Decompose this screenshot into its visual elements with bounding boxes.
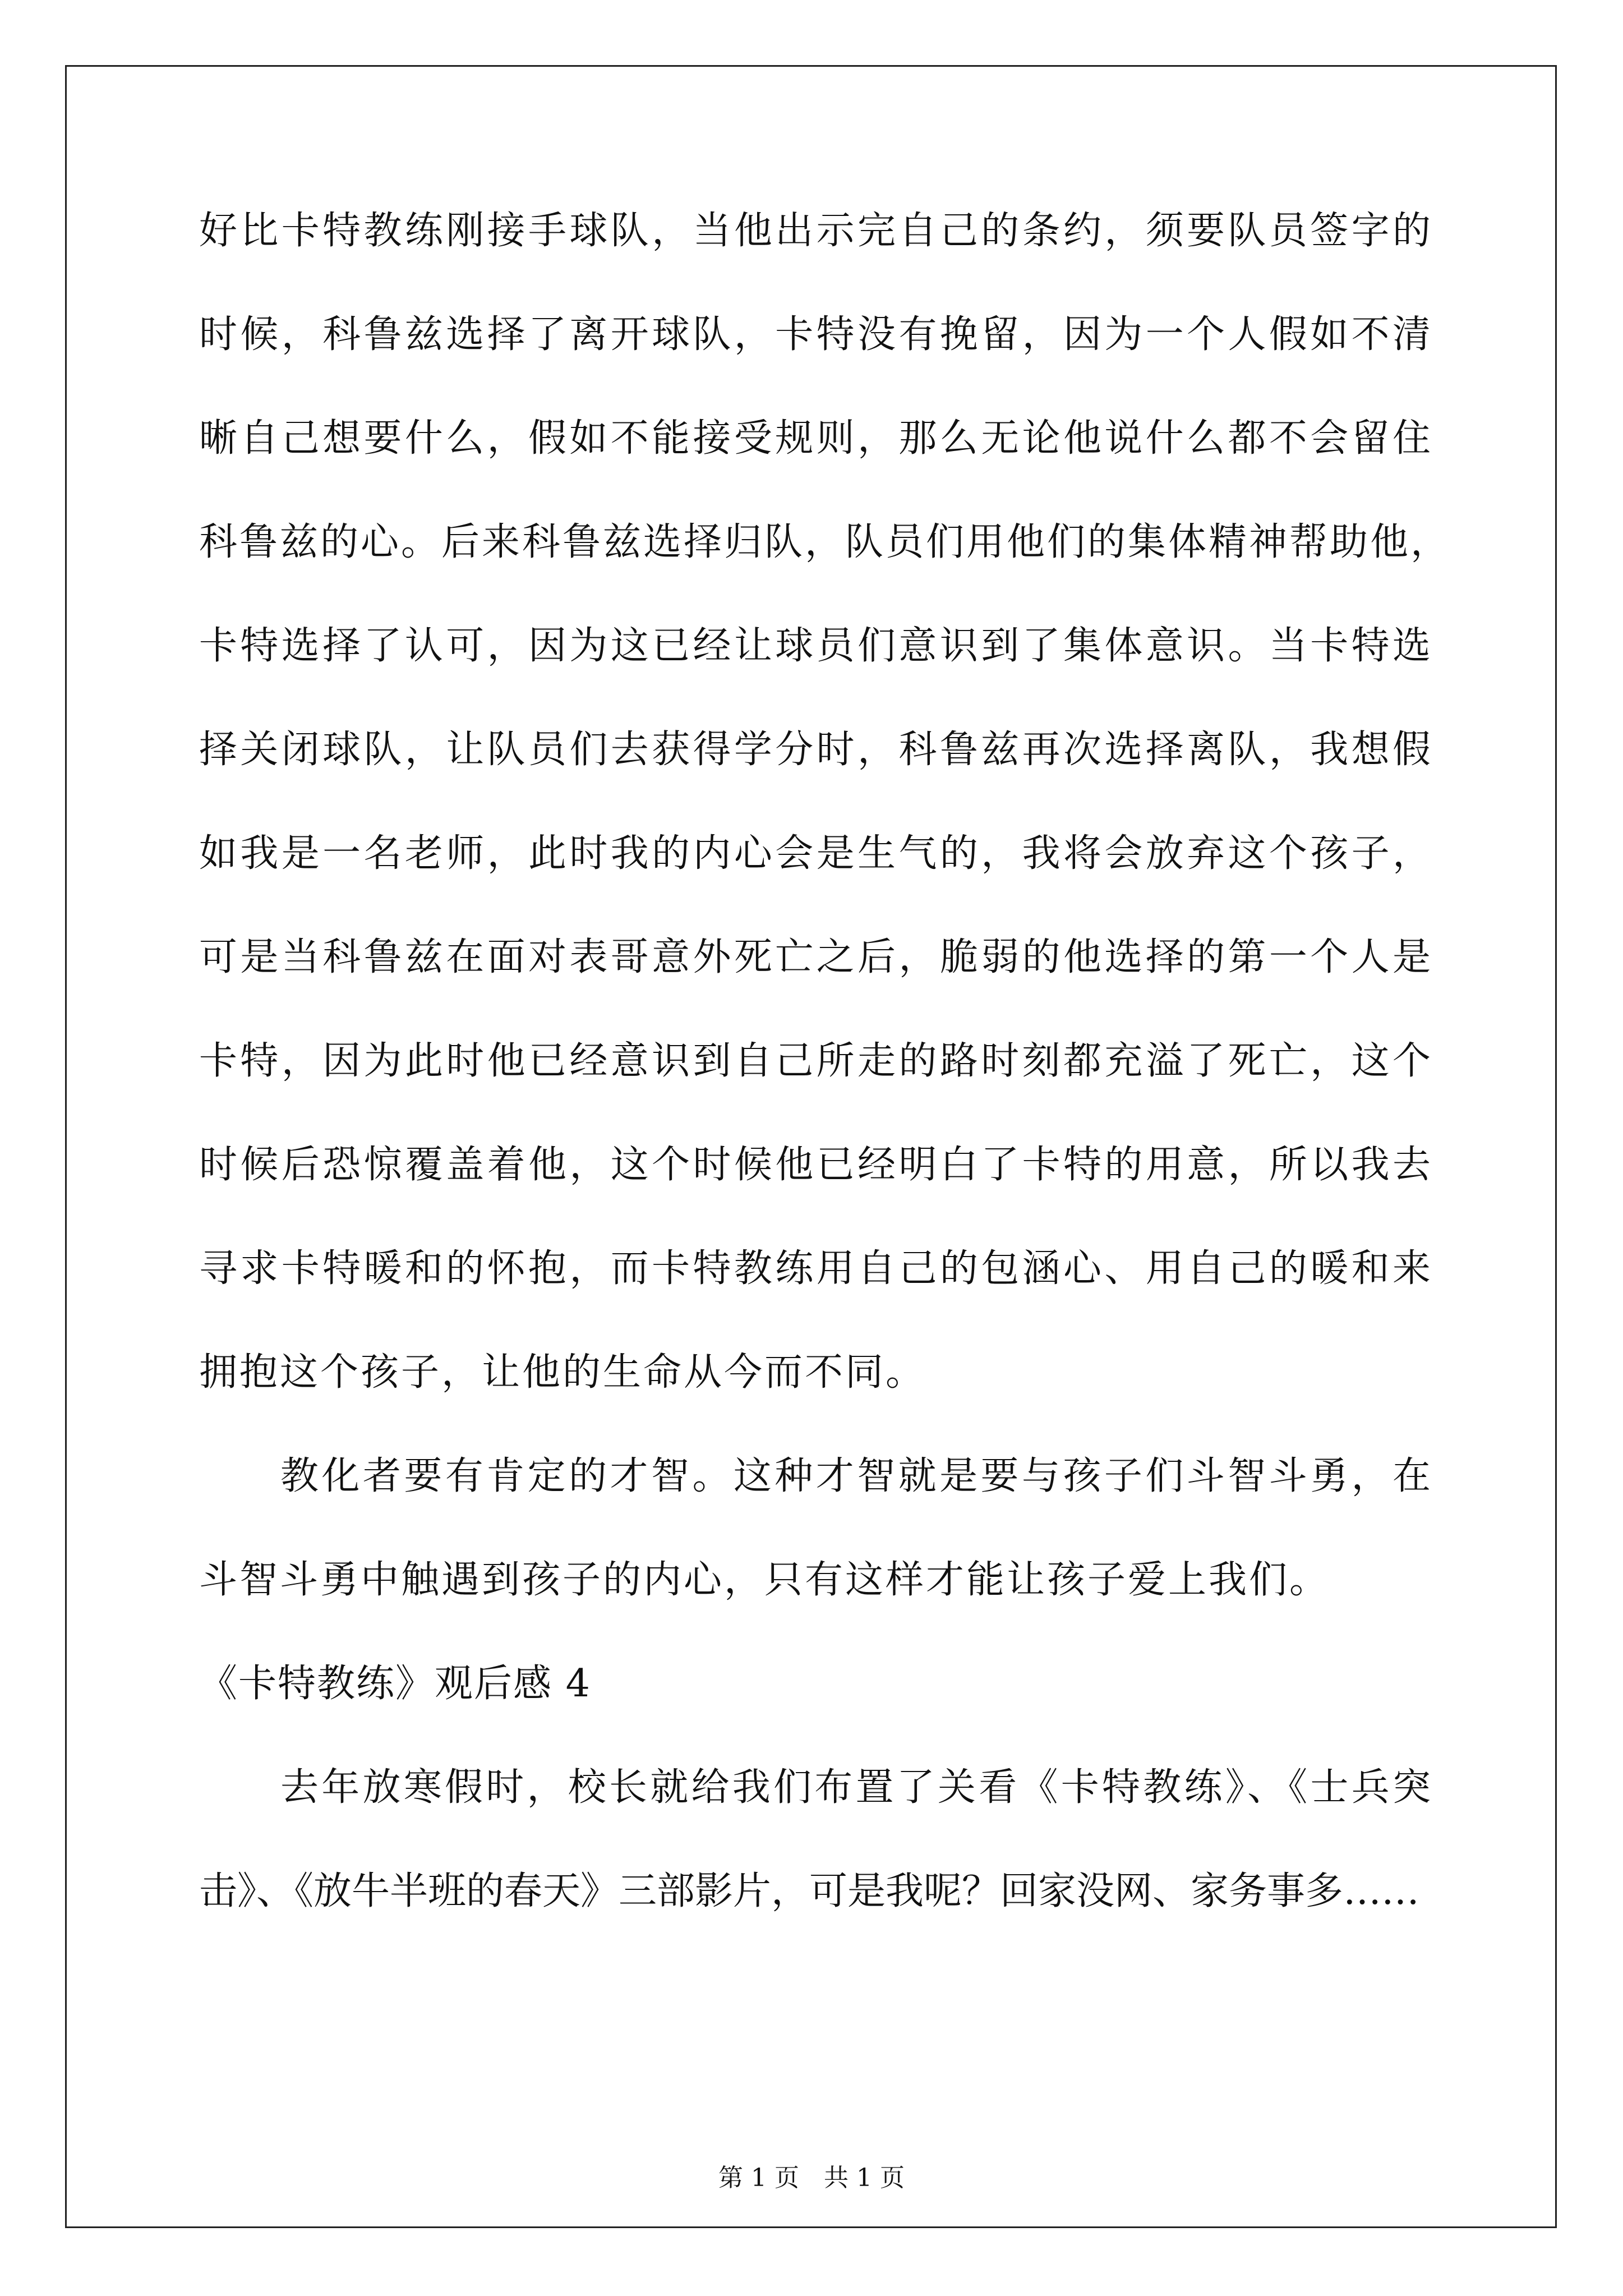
paragraph-line: 择关闭球队，让队员们去获得学分时，科鲁兹再次选择离队，我想假	[199, 728, 1433, 772]
paragraph-line: 时候后恐惊覆盖着他，这个时候他已经明白了卡特的用意，所以我去	[199, 1143, 1433, 1187]
paragraph-line: 如我是一名老师，此时我的内心会是生气的，我将会放弃这个孩子，	[199, 831, 1433, 876]
paragraph-line: 斗智斗勇中触遇到孩子的内心，只有这样才能让孩子爱上我们。	[199, 1558, 1330, 1602]
page-number: 第 1 页 共 1 页	[718, 2164, 905, 2192]
paragraph-line: 时候，科鲁兹选择了离开球队，卡特没有挽留，因为一个人假如不清	[199, 312, 1433, 357]
paragraph-line: 教化者要有肯定的才智。这种才智就是要与孩子们斗智斗勇，在	[280, 1454, 1433, 1498]
paragraph-line: 晰自己想要什么，假如不能接受规则，那么无论他说什么都不会留住	[199, 416, 1433, 461]
section-heading: 《卡特教练》观后感 4	[199, 1662, 591, 1706]
paragraph-line: 卡特选择了认可，因为这已经让球员们意识到了集体意识。当卡特选	[199, 624, 1433, 668]
paragraph-line: 科鲁兹的心。后来科鲁兹选择归队，队员们用他们的集体精神帮助他，	[199, 520, 1451, 564]
paragraph-line: 寻求卡特暖和的怀抱，而卡特教练用自己的包涵心、用自己的暖和来	[199, 1246, 1433, 1291]
paragraph-line: 击》、《放牛半班的春天》三部影片，可是我呢？回家没网、家务事多……	[199, 1869, 1420, 1913]
paragraph-line: 去年放寒假时，校长就给我们布置了关看《卡特教练》、《士兵突	[280, 1765, 1433, 1810]
paragraph-line: 卡特，因为此时他已经意识到自己所走的路时刻都充溢了死亡，这个	[199, 1039, 1433, 1083]
paragraph-line: 可是当科鲁兹在面对表哥意外死亡之后，脆弱的他选择的第一个人是	[199, 935, 1433, 979]
paragraph-line: 拥抱这个孩子，让他的生命从今而不同。	[199, 1350, 926, 1395]
paragraph-line: 好比卡特教练刚接手球队，当他出示完自己的条约，须要队员签字的	[199, 209, 1433, 253]
